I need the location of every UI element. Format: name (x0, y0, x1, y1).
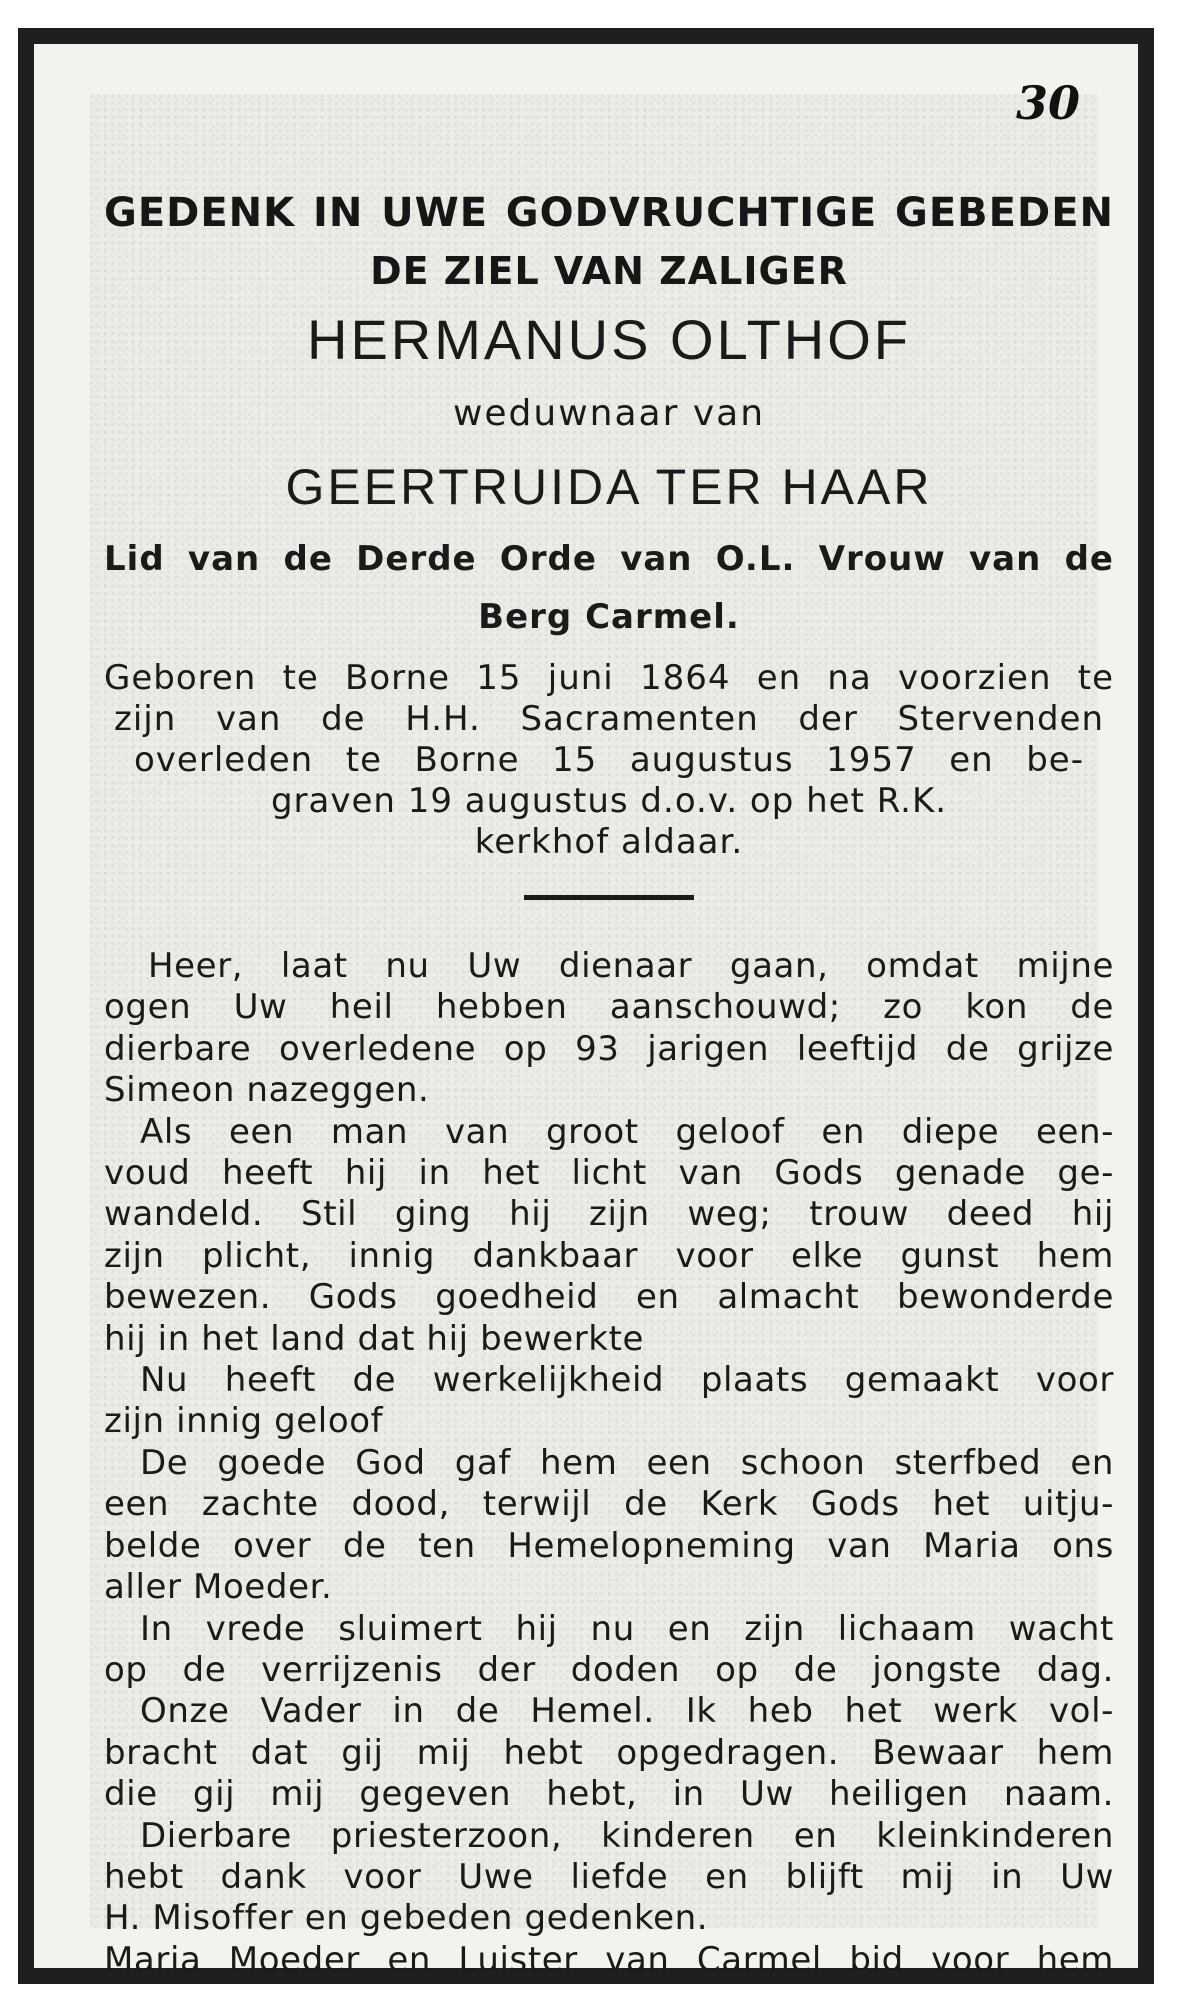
text-line: In vrede sluimert hij nu en zijn lichaam wacht (140, 1608, 1114, 1649)
text-line: Heer, laat nu Uw dienaar gaan, omdat mijne (148, 946, 1114, 986)
text-line: Als een man van groot geloof en diepe een- (140, 1111, 1114, 1152)
text-line: aller Moeder. (104, 1567, 333, 1608)
text-line: Nu heeft de werkelijkheid plaats gemaakt voor (140, 1360, 1114, 1401)
divider-rule (524, 895, 694, 900)
text-line: hebt dank voor Uwe liefde en blijft mij in Uw (104, 1856, 1114, 1897)
text-line: H. Misoffer en gebeden gedenken. (104, 1898, 709, 1939)
heading-line-1: GEDENK IN UWE GODVRUCHTIGE GEBEDEN (104, 190, 1114, 236)
text-line: Maria Moeder en Luister van Carmel bid voor hem (104, 1939, 1114, 1980)
bio-line: Geboren te Borne 15 juni 1864 en na voorzien te (104, 658, 1114, 698)
deceased-name: HERMANUS OLTHOF (307, 308, 911, 371)
text-line: die gij mij gegeven hebt, in Uw heiligen naam. (104, 1774, 1114, 1815)
text-line: voud heeft hij in het licht van Gods genade ge- (104, 1153, 1114, 1194)
text-line: Onze Vader in de Hemel. Ik heb het werk vol- (140, 1691, 1114, 1732)
memorial-text (104, 946, 1114, 1981)
text-line: ogen Uw heil hebben aanschouwd; zo kon de (104, 987, 1114, 1028)
bio-line: graven 19 augustus d.o.v. op het R.K. (270, 781, 948, 821)
heading-line-2: DE ZIEL VAN ZALIGER (370, 249, 848, 293)
text-line: een zachte dood, terwijl de Kerk Gods het uitju- (104, 1484, 1114, 1525)
text-line: zijn innig geloof (104, 1401, 384, 1442)
order-line-1: Lid van de Derde Orde van O.L. Vrouw van de (104, 539, 1114, 579)
text-line: op de verrijzenis der doden op de jongste dag. (104, 1649, 1114, 1690)
text-line: belde over de ten Hemelopneming van Maria ons (104, 1525, 1114, 1566)
text-line: Simeon nazeggen. (104, 1070, 430, 1111)
bio-line: zijn van de H.H. Sacramenten der Stervenden (114, 699, 1104, 739)
text-line: zijn plicht, innig dankbaar voor elke gunst hem (104, 1235, 1114, 1276)
bio-line: kerkhof aldaar. (474, 822, 744, 862)
card-content (104, 184, 1114, 1981)
memorial-card (18, 28, 1154, 1984)
order-line-2: Berg Carmel. (478, 597, 740, 637)
widower-label: weduwnaar van (452, 393, 766, 434)
text-line: wandeld. Stil ging hij zijn weg; trouw deed hij (104, 1194, 1114, 1235)
text-line: bewezen. Gods goedheid en almacht bewonderde (104, 1277, 1114, 1318)
bio-line: overleden te Borne 15 augustus 1957 en be- (134, 740, 1084, 780)
text-line: dierbare overledene op 93 jarigen leeftijd de grijze (104, 1028, 1114, 1069)
text-line: Dierbare priesterzoon, kinderen en kleinkinderen (140, 1815, 1114, 1856)
text-line: De goede God gaf hem een schoon sterfbed en (140, 1442, 1114, 1483)
handwritten-number: 30 (1015, 76, 1080, 130)
text-line: hij in het land dat hij bewerkte (104, 1318, 645, 1359)
spouse-name: GEERTRUIDA TER HAAR (285, 459, 933, 515)
text-line: bracht dat gij mij hebt opgedragen. Bewaar hem (104, 1732, 1114, 1773)
biography (104, 658, 1114, 863)
